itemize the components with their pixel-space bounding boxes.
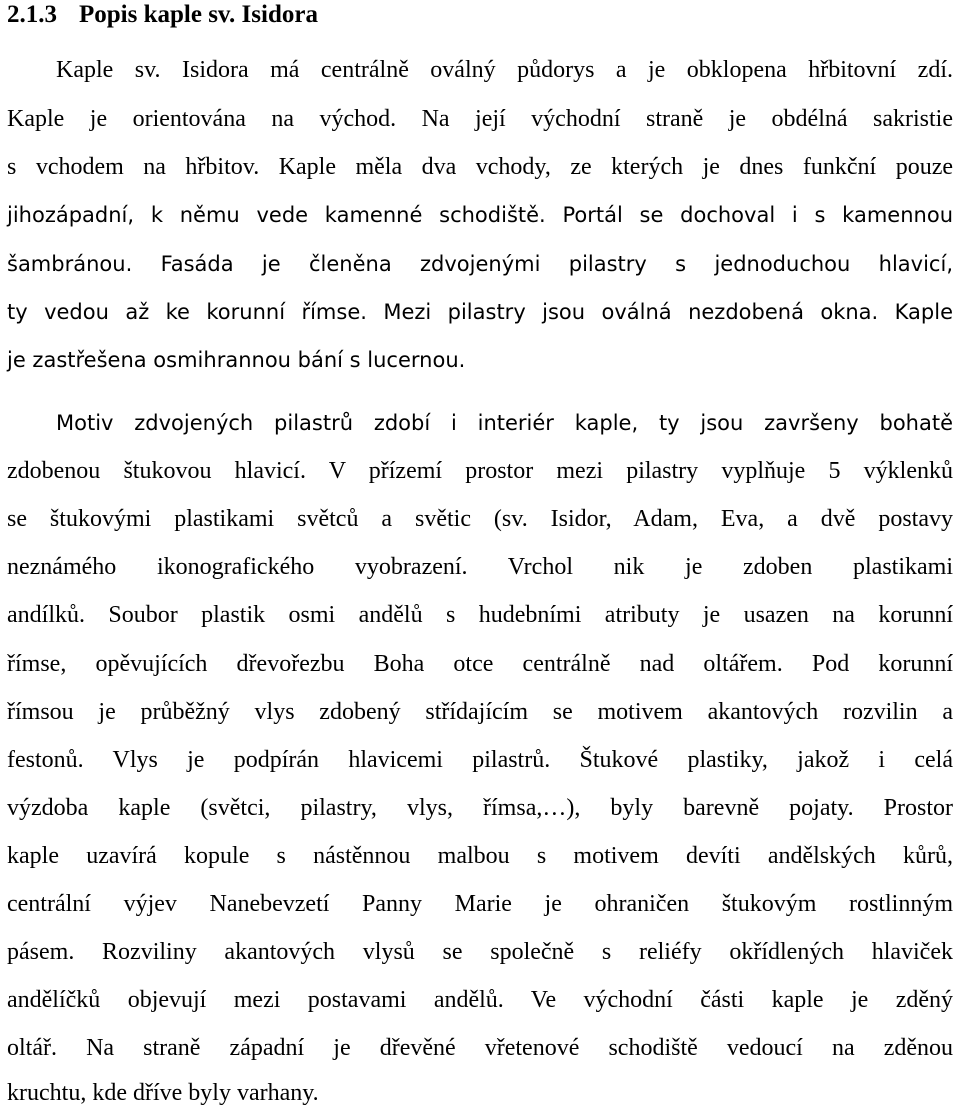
text-line: výzdoba kaple (světci, pilastry, vlys, římsa,…), byly barevně pojaty. Prostor [7, 795, 953, 821]
text-line: se štukovými plastikami světců a světic (sv. Isidor, Adam, Eva, a dvě postavy [7, 506, 953, 532]
text-line: jihozápadní, k němu vede kamenné schodiště. Portál se dochoval i s kamennou [7, 203, 953, 227]
text-line: kaple uzavírá kopule s nástěnnou malbou s motivem devíti andělských kůrů, [7, 843, 953, 869]
text-line: kruchtu, kde dříve byly varhany. [7, 1080, 319, 1106]
text-line: andělíčků objevují mezi postavami andělů. Ve východní části kaple je zděný [7, 987, 953, 1013]
text-line: římse, opěvujících dřevořezbu Boha otce centrálně nad oltářem. Pod korunní [7, 651, 953, 677]
section-heading [7, 0, 318, 30]
text-line: římsou je průběžný vlys zdobený střídajícím se motivem akantových rozvilin a [7, 699, 953, 725]
section-title: Popis kaple sv. Isidora [79, 1, 318, 28]
text-line: Kaple sv. Isidora má centrálně oválný půdorys a je obklopena hřbitovní zdí. [56, 57, 953, 83]
text-line: oltář. Na straně západní je dřevěné vřetenové schodiště vedoucí na zděnou [7, 1035, 953, 1061]
text-line: Kaple je orientována na východ. Na její východní straně je obdélná sakristie [7, 106, 953, 132]
text-line: festonů. Vlys je podpírán hlavicemi pilastrů. Štukové plastiky, jakož i celá [7, 747, 953, 773]
text-line: s vchodem na hřbitov. Kaple měla dva vchody, ze kterých je dnes funkční pouze [7, 154, 953, 180]
text-line: neznámého ikonografického vyobrazení. Vrchol nik je zdoben plastikami [7, 554, 953, 580]
text-line: Motiv zdvojených pilastrů zdobí i interiér kaple, ty jsou završeny bohatě [56, 411, 953, 435]
text-line: šambránou. Fasáda je členěna zdvojenými pilastry s jednoduchou hlavicí, [7, 252, 953, 276]
text-line: andílků. Soubor plastik osmi andělů s hudebními atributy je usazen na korunní [7, 602, 953, 628]
text-line: je zastřešena osmihrannou bání s lucernou. [7, 348, 466, 372]
text-line: ty vedou až ke korunní římse. Mezi pilastry jsou oválná nezdobená okna. Kaple [7, 300, 953, 324]
text-line: pásem. Rozviliny akantových vlysů se společně s reliéfy okřídlených hlaviček [7, 939, 953, 965]
section-number: 2.1.3 [7, 1, 57, 28]
text-line: centrální výjev Nanebevzetí Panny Marie je ohraničen štukovým rostlinným [7, 891, 953, 917]
text-line: zdobenou štukovou hlavicí. V přízemí prostor mezi pilastry vyplňuje 5 výklenků [7, 458, 953, 484]
